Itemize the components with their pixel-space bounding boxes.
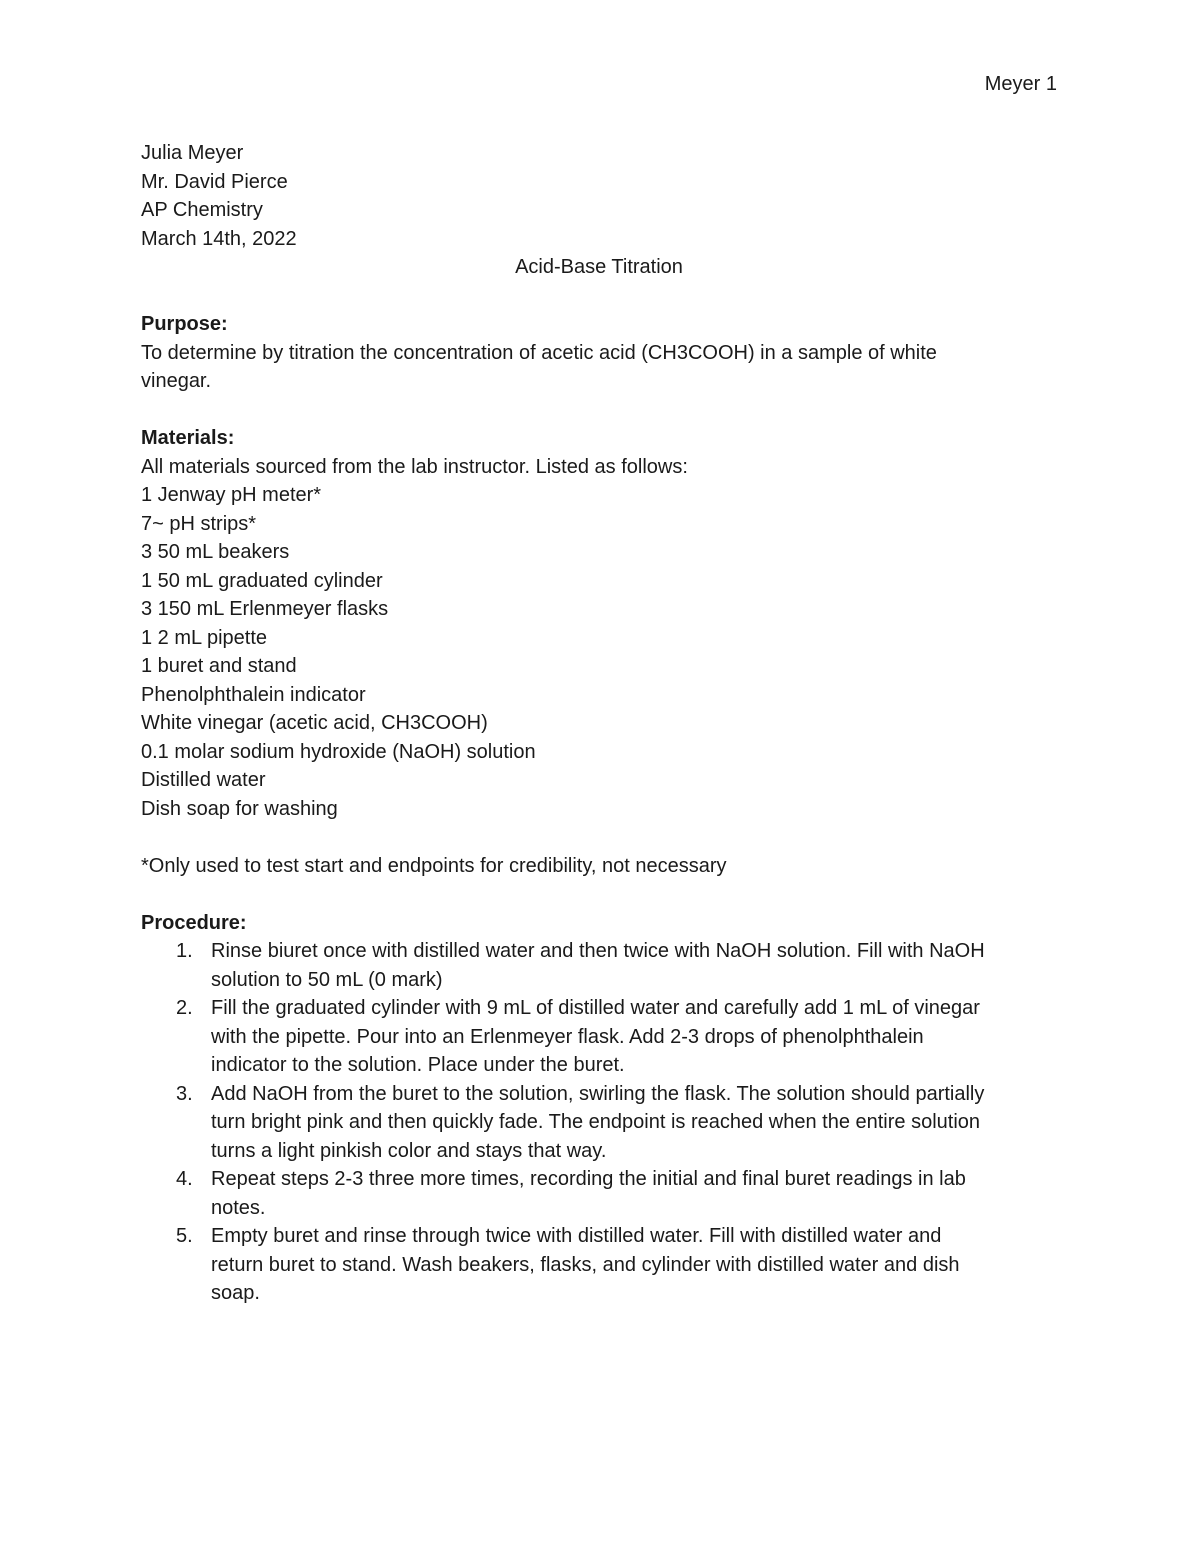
step-number: 5.	[176, 1225, 193, 1247]
procedure-step	[141, 994, 1061, 1080]
materials-footnote: *Only used to test start and endpoints for credibility, not necessary	[141, 854, 727, 877]
materials-item: Phenolphthalein indicator	[141, 683, 366, 706]
document-title: Acid-Base Titration	[515, 256, 683, 278]
materials-item: 1 50 mL graduated cylinder	[141, 569, 383, 592]
spacer	[141, 282, 1061, 311]
purpose-text-line-2: vinegar.	[141, 370, 212, 392]
materials-list	[141, 481, 1061, 823]
purpose-heading: Purpose:	[141, 313, 228, 335]
materials-item: 0.1 molar sodium hydroxide (NaOH) solution	[141, 740, 536, 763]
materials-item: 1 buret and stand	[141, 655, 297, 677]
materials-intro: All materials sourced from the lab instructor. Listed as follows:	[141, 455, 688, 478]
step-number: 2.	[176, 997, 193, 1019]
step-text-line: Empty buret and rinse through twice with distilled water. Fill with distilled water and	[211, 1225, 942, 1247]
materials-item: 3 150 mL Erlenmeyer flasks	[141, 598, 389, 620]
step-text-line: turns a light pinkish color and stays that way.	[211, 1139, 607, 1162]
procedure-step	[141, 1165, 1061, 1222]
procedure-step	[141, 1222, 1061, 1308]
procedure-heading: Procedure:	[141, 911, 247, 934]
step-text-line: solution to 50 mL (0 mark)	[211, 968, 443, 991]
step-text-line: return buret to stand. Wash beakers, flasks, and cylinder with distilled water and dish	[211, 1253, 960, 1276]
step-text-line: with the pipette. Pour into an Erlenmeyer flask. Add 2-3 drops of phenolphthalein	[211, 1025, 924, 1048]
page-header-label: Meyer 1	[984, 73, 1057, 95]
step-text-line: indicator to the solution. Place under the buret.	[211, 1054, 625, 1076]
step-text-line: notes.	[211, 1196, 266, 1219]
procedure-step	[141, 937, 1061, 994]
purpose-text-line-1: To determine by titration the concentration of acetic acid (CH3COOH) in a sample of white	[141, 341, 937, 364]
step-text-line: Fill the graduated cylinder with 9 mL of distilled water and carefully add 1 mL of vinegar	[211, 997, 980, 1019]
teacher-name: Mr. David Pierce	[141, 170, 288, 193]
spacer	[141, 823, 1061, 852]
materials-item: 1 2 mL pipette	[141, 626, 268, 649]
step-text-line: Rinse biuret once with distilled water and then twice with NaOH solution. Fill with NaOH	[211, 940, 985, 962]
procedure-step	[141, 1080, 1061, 1166]
materials-item: Dish soap for washing	[141, 797, 338, 820]
materials-item: 7~ pH strips*	[141, 512, 257, 535]
step-text-line: Add NaOH from the buret to the solution, swirling the flask. The solution should partially	[211, 1082, 985, 1105]
step-text-line: turn bright pink and then quickly fade. The endpoint is reached when the entire solution	[211, 1111, 981, 1133]
spacer	[141, 880, 1061, 909]
materials-item: White vinegar (acetic acid, CH3COOH)	[141, 712, 488, 734]
spacer	[141, 396, 1061, 425]
step-number: 3.	[176, 1082, 193, 1105]
materials-heading: Materials:	[141, 427, 235, 449]
student-name: Julia Meyer	[141, 142, 244, 164]
step-number: 4.	[176, 1168, 193, 1190]
step-number: 1.	[176, 940, 193, 962]
step-text-line: soap.	[211, 1282, 260, 1304]
course-name: AP Chemistry	[141, 199, 263, 221]
materials-item: Distilled water	[141, 769, 266, 791]
step-text-line: Repeat steps 2-3 three more times, recording the initial and final buret readings in lab	[211, 1168, 966, 1190]
document-body	[141, 139, 1061, 1308]
document-date: March 14th, 2022	[141, 227, 297, 250]
procedure-list	[141, 937, 1061, 1308]
materials-item: 3 50 mL beakers	[141, 541, 290, 563]
materials-item: 1 Jenway pH meter*	[141, 484, 322, 506]
